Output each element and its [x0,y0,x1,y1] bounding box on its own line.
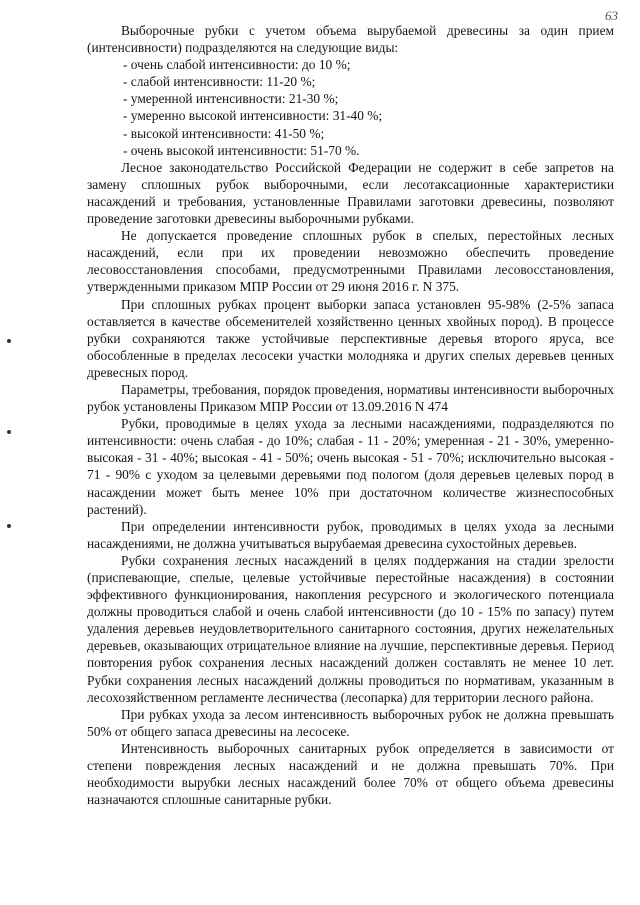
paragraph: Интенсивность выборочных санитарных рубок определяется в зависимости от степени повреждения лесных насаждений и не должна превышать 70%. При необходимости вырубки лесных насаждений более 70% от общего объема древесины назначаются сплошные санитарные рубки. [87,740,614,808]
paragraph: Параметры, требования, порядок проведения, нормативы интенсивности выборочных рубок установлены Приказом МПР России от 13.09.2016 N 474 [87,381,614,415]
page-number: 63 [605,8,618,23]
paragraph: Выборочные рубки с учетом объема вырубаемой древесины за один прием (интенсивности) подразделяются на следующие виды: [87,23,614,56]
paragraph: Рубки, проводимые в целях ухода за лесными насаждениями, подразделяются по интенсивности: очень слабая - до 10%; слабая - 11 - 20%; умеренная - 21 - 30%, умеренно-высокая - 31 - 40%; высокая - 41 - 50%; очень высокая - 51 - 70%; исключительно высокая - 71 - 90% с уходом за целевыми деревьями под пологом (доля деревьев целевых пород в насаждении может быть менее 10% при достаточном количестве жизнеспособных растений). [87,416,614,517]
scan-mark [7,524,11,528]
list-item: - очень высокой интенсивности: 51-70 %. [123,142,360,158]
list-item: - умеренной интенсивности: 21-30 %; [123,91,339,107]
paragraph: Лесное законодательство Российской Федерации не содержит в себе запретов на замену сплошных рубок выборочными, если лесотаксационные характеристики насаждений и требования, установленные Правилами заготовки древесины, позволяют проведение заготовки древесины выборочными рубками. [87,159,614,227]
paragraph: Рубки сохранения лесных насаждений в целях поддержания на стадии зрелости (приспевающие, спелые, целевые устойчивые перестойные насаждения) в состоянии эффективного функционирования, накопления ресурсного и экологического потенциала должны проводиться слабой и очень слабой интенсивности (до 10 - 15% по запасу) путем удаления деревьев неудовлетворительного санитарного состояния, других нежелательных деревьев, оказывающих отрицательное влияние на лучшие, перспективные деревья. Период повторения рубок сохранения лесных насаждений должен составлять не менее 10 лет. Рубки сохранения лесных насаждений должны проводиться по нормативам, указанным в лесохозяйственном регламенте лесничества (лесопарка) для территории лесного района. [87,552,614,705]
paragraph: При сплошных рубках процент выборки запаса установлен 95-98% (2-5% запаса оставляется в качестве обсеменителей хозяйственно ценных хвойных пород). В процессе рубки сохраняются также устойчивые перспективные деревья второго яруса, все обособленные в пределах лесосеки участки молодняка и других спелых деревьев ценных древесных пород. [87,296,614,380]
paragraph: Не допускается проведение сплошных рубок в спелых, перестойных лесных насаждений, если при их проведении невозможно обеспечить проведение лесовосстановления способами, предусмотренными Правилами лесовосстановления, утвержденными приказом МПР России от 29 июня 2016 г. N 375. [87,228,614,295]
document-body [87,22,614,808]
list-item: - очень слабой интенсивности: до 10 %; [123,57,351,73]
list-item: - слабой интенсивности: 11-20 %; [123,74,316,90]
paragraph: При определении интенсивности рубок, проводимых в целях ухода за лесными насаждениями, не должна учитываться вырубаемая древесина сухостойных деревьев. [87,518,614,551]
list-item: - умеренно высокой интенсивности: 31-40 %; [123,108,383,124]
paragraph: При рубках ухода за лесом интенсивность выборочных рубок не должна превышать 50% от общего запаса древесины на лесосеке. [87,706,614,739]
scan-mark [7,430,11,434]
scan-mark [7,339,11,343]
list-item: - высокой интенсивности: 41-50 %; [123,125,325,141]
